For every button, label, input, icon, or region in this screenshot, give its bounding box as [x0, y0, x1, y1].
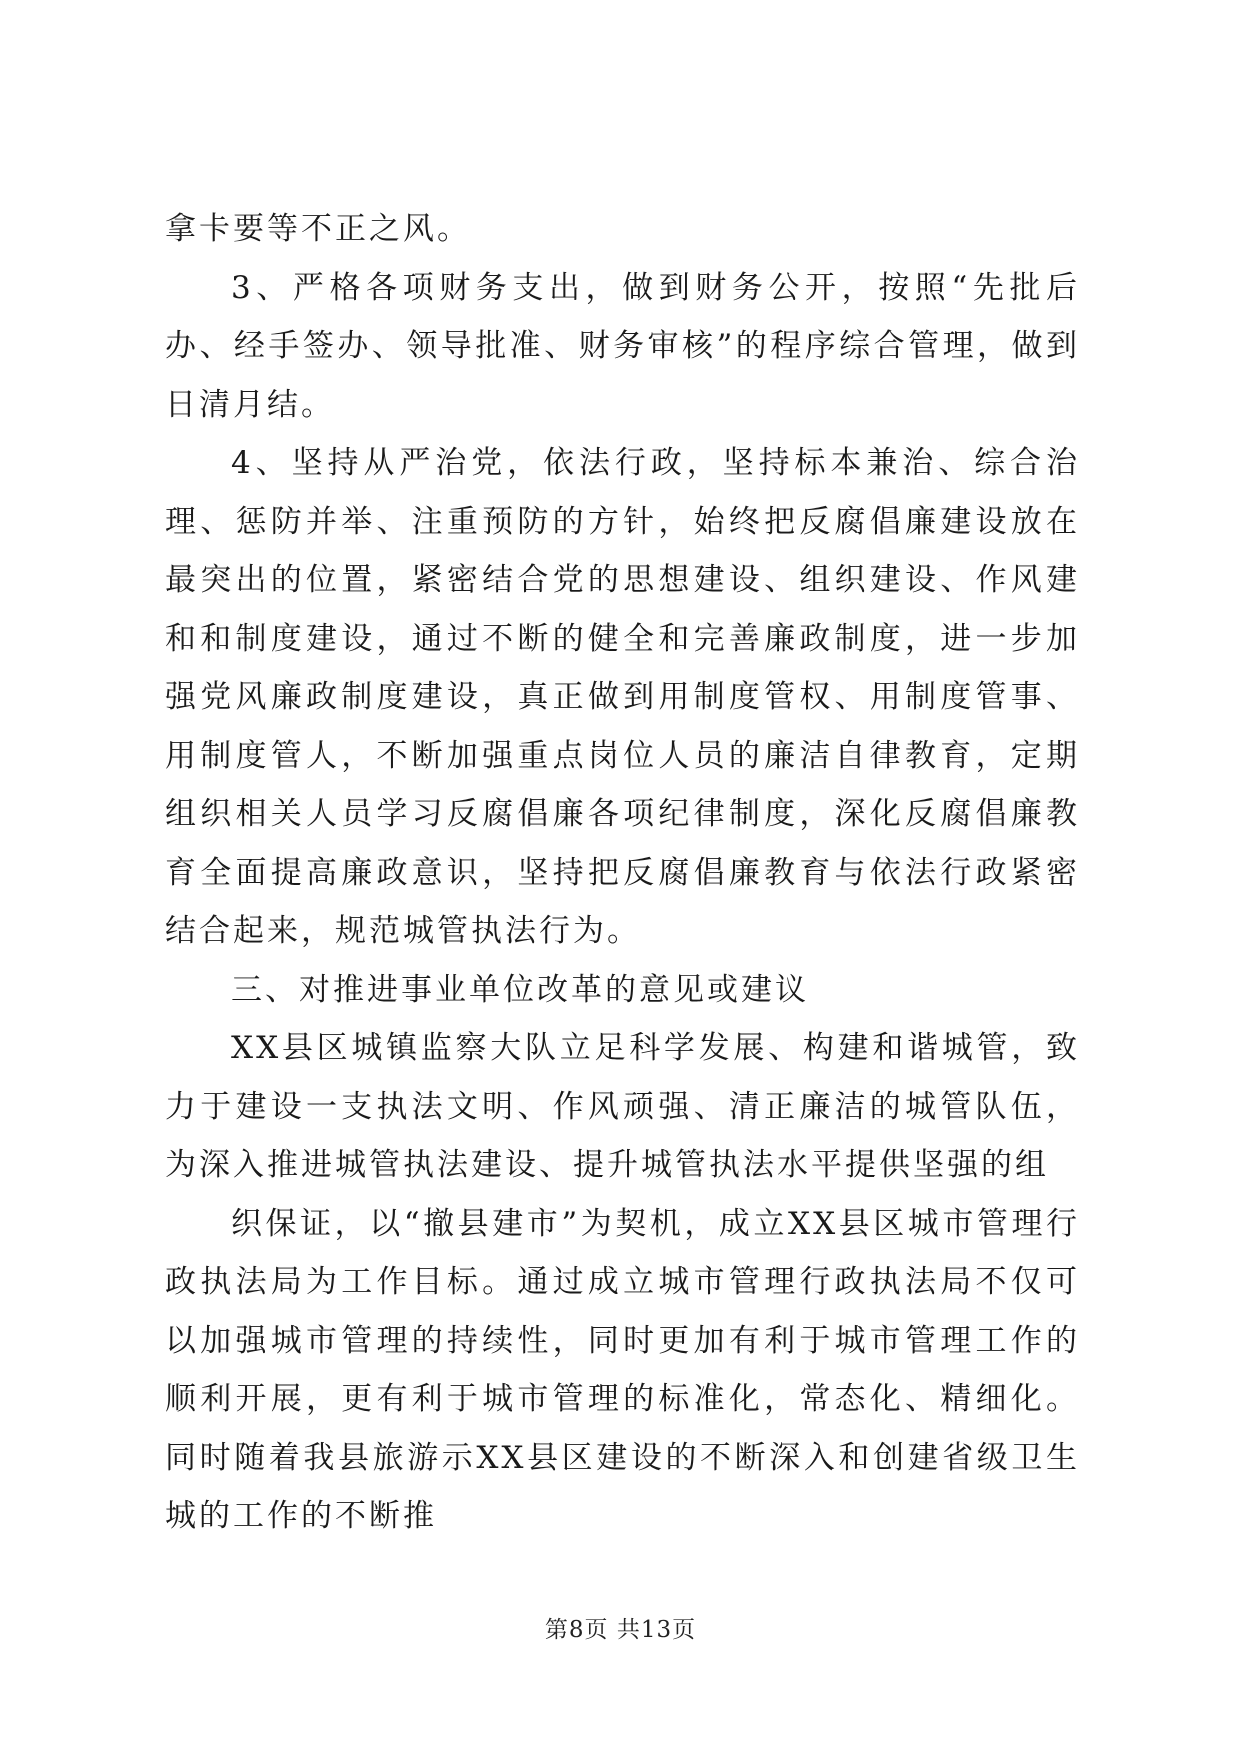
paragraph-section-body-2: 织保证，以“撤县建市”为契机，成立XX县区城市管理行政执法局为工作目标。通过成立城市管理行政执法局不仅可以加强城市管理的持续性，同时更加有利于城市管理工作的顺利开展，更有利于城市管理的标准化，常态化、精细化。同时随着我县旅游示XX县区建设的不断深入和创建省级卫生城的工作的不断推	[165, 1205, 1080, 1534]
paragraph-section-body-1: XX县区城镇监察大队立足科学发展、构建和谐城管，致力于建设一支执法文明、作风顽强、清正廉洁的城管队伍，为深入推进城管执法建设、提升城管执法水平提供坚强的组	[165, 1030, 1080, 1183]
section-heading: 三、对推进事业单位改革的意见或建议	[231, 971, 809, 1008]
paragraph-item-3: 3、严格各项财务支出，做到财务公开，按照“先批后办、经手签办、领导批准、财务审核”的程序综合管理，做到日清月结。	[165, 269, 1080, 423]
document-body	[165, 200, 1080, 1546]
paragraph-continuation: 拿卡要等不正之风。	[165, 211, 471, 247]
paragraph-item-4: 4、坚持从严治党，依法行政，坚持标本兼治、综合治理、惩防并举、注重预防的方针，始终把反腐倡廉建设放在最突出的位置，紧密结合党的思想建设、组织建设、作风建和和制度建设，通过不断的健全和完善廉政制度，进一步加强党风廉政制度建设，真正做到用制度管权、用制度管事、用制度管人，不断加强重点岗位人员的廉洁自律教育，定期组织相关人员学习反腐倡廉各项纪律制度，深化反腐倡廉教育全面提高廉政意识，坚持把反腐倡廉教育与依法行政紧密结合起来，规范城管执法行为。	[165, 445, 1080, 949]
page-number-footer: 第8页 共13页	[544, 1617, 697, 1643]
